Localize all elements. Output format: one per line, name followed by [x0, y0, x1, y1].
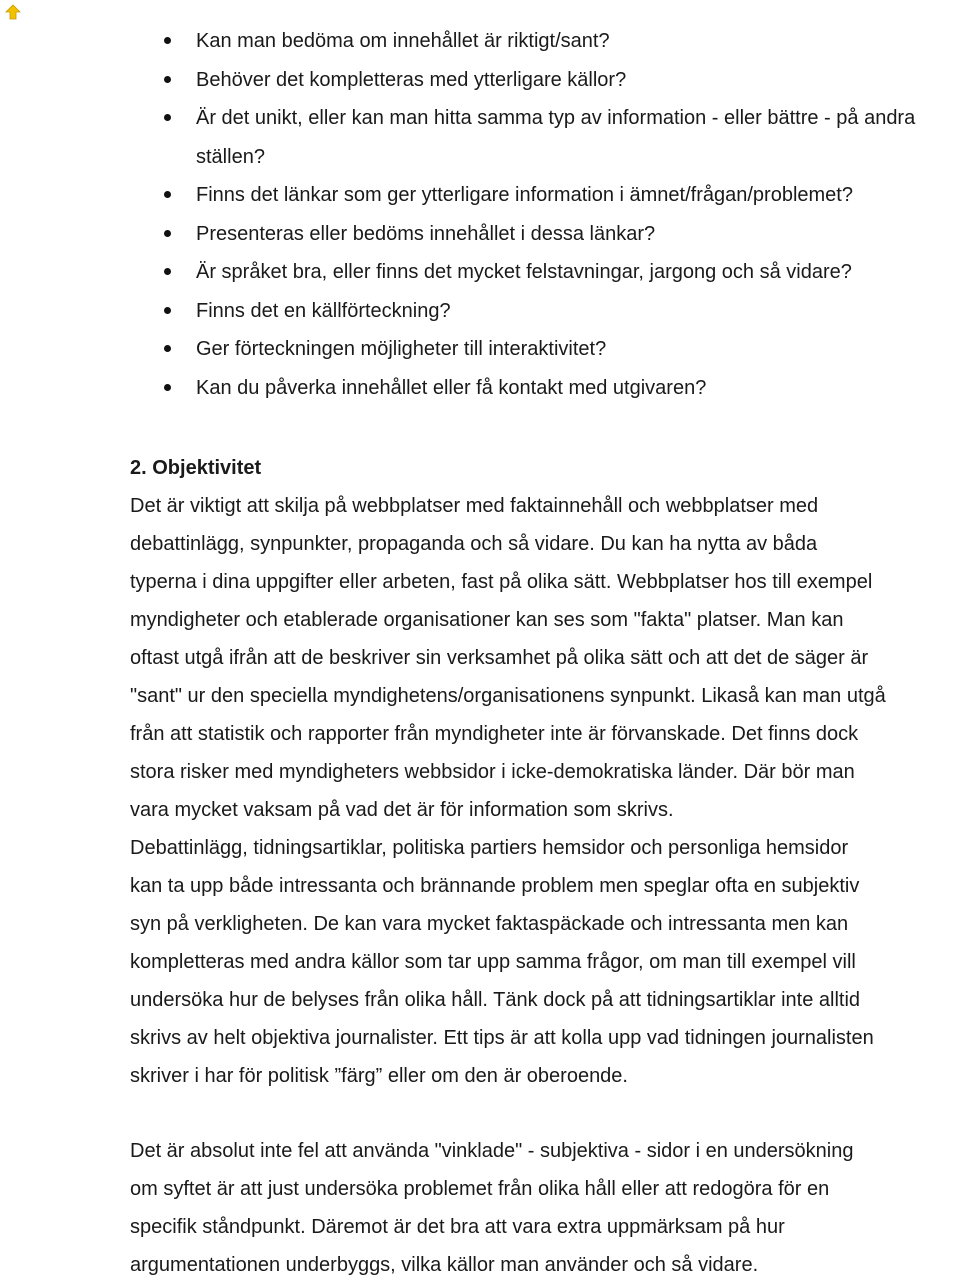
- list-item: Är det unikt, eller kan man hitta samma typ av information - eller bättre - på andra ställen?: [162, 99, 952, 176]
- bullet-icon: [164, 191, 171, 198]
- list-item: Finns det en källförteckning?: [162, 292, 952, 331]
- list-item: Behöver det kompletteras med ytterligare källor?: [162, 61, 952, 100]
- bullet-icon: [164, 384, 171, 391]
- list-item: Kan man bedöma om innehållet är riktigt/sant?: [162, 22, 952, 61]
- objectivity-section: [130, 449, 960, 1284]
- list-item: Ger förteckningen möjligheter till interaktivitet?: [162, 330, 952, 369]
- paragraph-debate: Debattinlägg, tidningsartiklar, politiska partiers hemsidor och personliga hemsidor kan ta upp både intressanta och brännande problem men speglar ofta en subjektiv syn på verkligheten. De kan vara mycket faktaspäckade och intressanta men kan kompletteras med andra källor som tar upp samma frågor, om man till exempel vill undersöka hur de belyses från olika håll. Tänk dock på att tidningsartiklar inte alltid skrivs av helt objektiva journalister. Ett tips är att kolla upp vad tidningen journalisten skriver i har för politisk ”färg” eller om den är oberoende.: [130, 837, 874, 1087]
- bullet-icon: [164, 114, 171, 121]
- bullet-icon: [164, 37, 171, 44]
- list-item: Är språket bra, eller finns det mycket felstavningar, jargong och så vidare?: [162, 253, 952, 292]
- bullet-icon: [164, 268, 171, 275]
- list-item: Presenteras eller bedöms innehållet i dessa länkar?: [162, 215, 952, 254]
- section-heading: 2. Objektivitet: [130, 457, 262, 479]
- paragraph-facts: Det är viktigt att skilja på webbplatser med faktainnehåll och webbplatser med debattinlägg, synpunkter, propaganda och så vidare. Du kan ha nytta av båda typerna i dina uppgifter eller arbeten, fast på olika sätt. Webbplatser hos till exempel myndigheter och etablerade organisationer kan ses som "fakta" platser. Man kan oftast utgå ifrån att de beskriver sin verksamhet på olika sätt och att det de säger är "sant" ur den speciella myndighetens/organisationens synpunkt. Likaså kan man utgå från att statistik och rapporter från myndigheter inte är förvanskade. Det finns dock stora risker med myndigheters webbsidor i icke-demokratiska länder. Där bör man vara mycket vaksam på vad det är för information som skrivs.: [130, 495, 886, 821]
- paragraph-angled: Det är absolut inte fel att använda "vinklade" - subjektiva - sidor i en undersökning om syftet är att just undersöka problemet från olika håll eller att redogöra för en specifik ståndpunkt. Däremot är det bra att vara extra uppmärksam på hur argumentationen underbyggs, vilka källor man använder och så vidare.: [130, 1140, 854, 1276]
- bullet-icon: [164, 230, 171, 237]
- list-item: Kan du påverka innehållet eller få kontakt med utgivaren?: [162, 369, 952, 408]
- up-arrow-icon[interactable]: [4, 4, 22, 22]
- bullet-icon: [164, 345, 171, 352]
- list-item: Finns det länkar som ger ytterligare information i ämnet/frågan/problemet?: [162, 176, 952, 215]
- bullet-icon: [164, 76, 171, 83]
- question-list: [162, 22, 952, 407]
- bullet-icon: [164, 307, 171, 314]
- paragraph-spacer: [130, 1095, 960, 1132]
